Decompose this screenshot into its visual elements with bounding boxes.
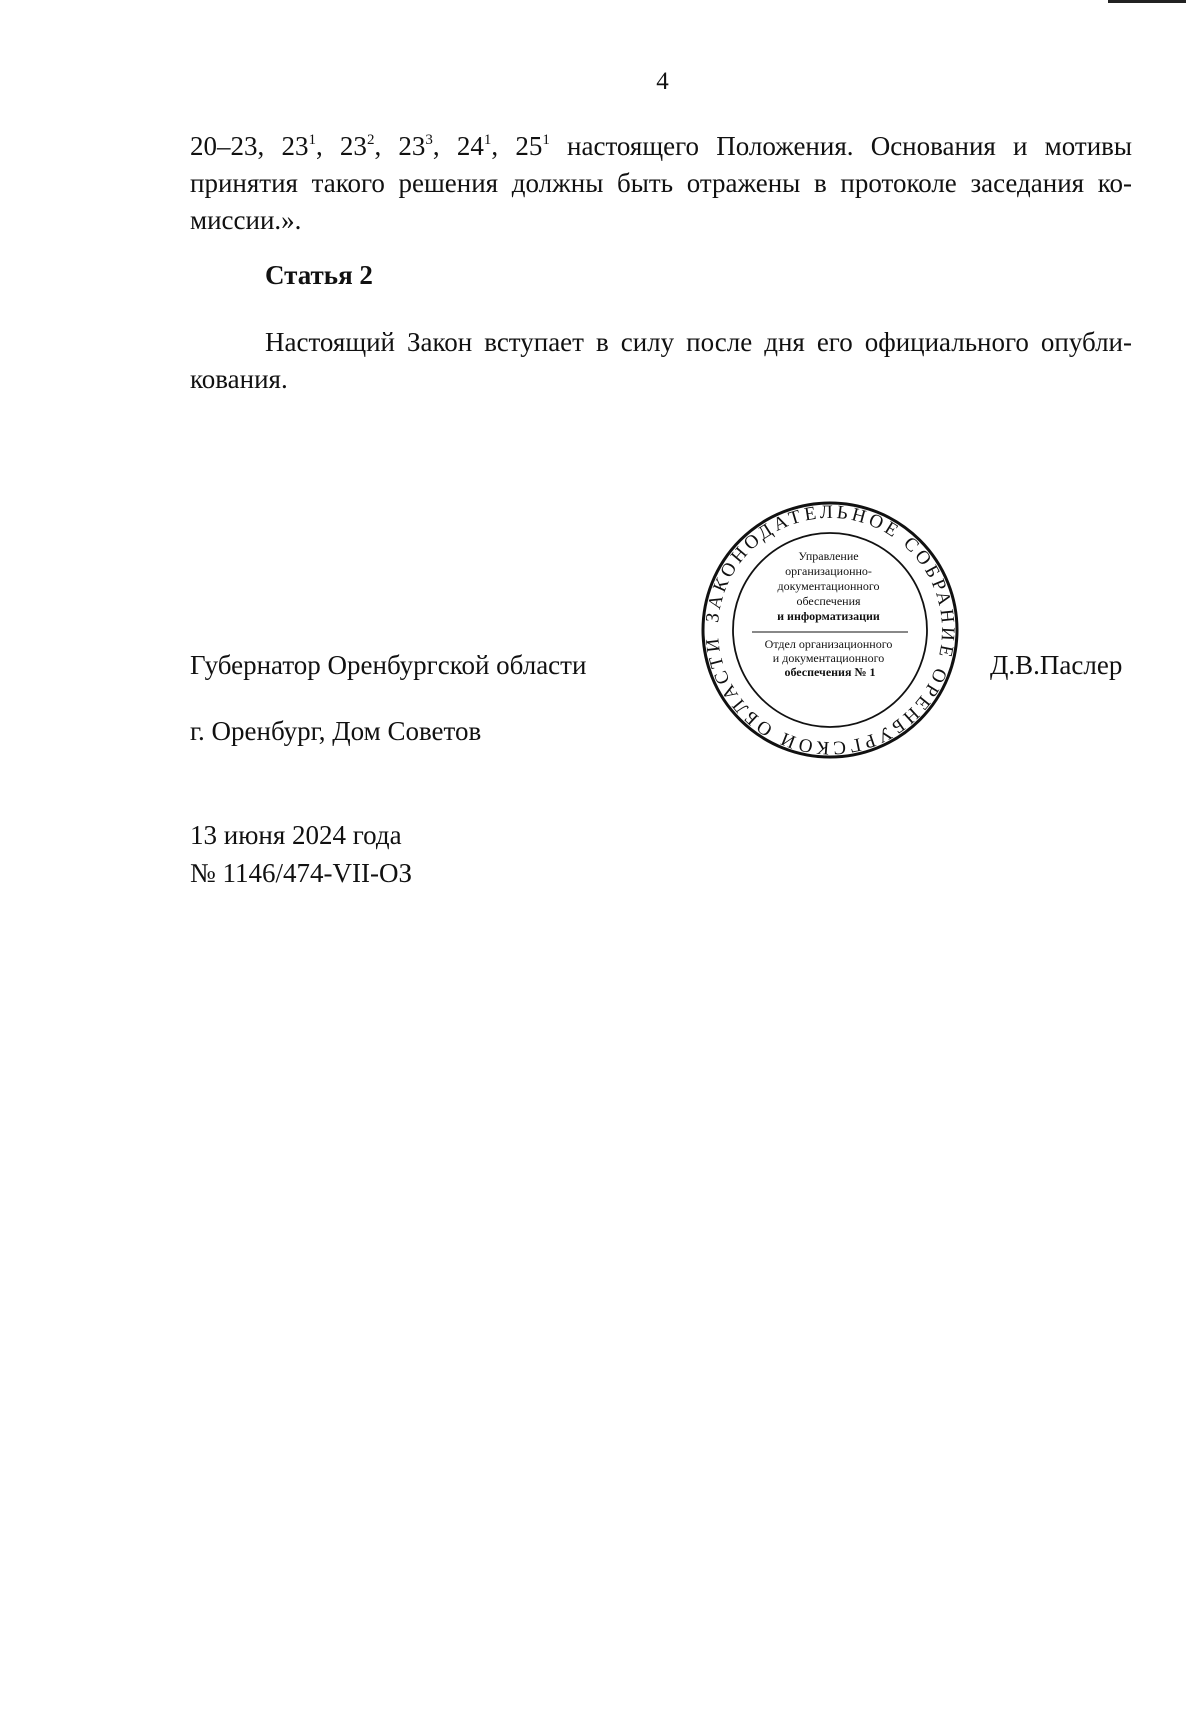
scan-edge-mark: [1108, 0, 1186, 3]
law-number: № 1146/474-VII-ОЗ: [190, 858, 412, 888]
signatory-position: Губернатор Оренбургской области: [190, 650, 587, 680]
paragraph-continuation: [190, 128, 1132, 239]
stamp-inner-text: Управление организационно- документационного обеспечения и информатизации Отдел организационного и документационного обеспечения № 1: [764, 549, 893, 679]
article-heading: Статья 2: [265, 260, 373, 290]
page-number: 4: [656, 68, 669, 95]
paragraph-line: кования.: [190, 364, 288, 394]
paragraph-line: 20–23, $23^1$, $23^2$, $23^3$, $24^1$, $25^1$ настоящего Положения. Основания и мотивы: [190, 131, 1133, 161]
paragraph-line: миссии.».: [190, 205, 302, 235]
signing-place: г. Оренбург, Дом Советов: [190, 716, 482, 746]
stamp-outer-text: ЗАКОНОДАТЕЛЬНОЕ СОБРАНИЕ ОРЕНБУРГСКОЙ ОБЛАСТИ: [701, 501, 959, 759]
official-stamp: [700, 500, 960, 760]
signatory-name: Д.В.Паслер: [990, 650, 1123, 680]
paragraph-line: Настоящий Закон вступает в силу после дня его официального опубли-: [265, 327, 1132, 357]
signing-date: 13 июня 2024 года: [190, 820, 402, 850]
article-2-paragraph: [190, 324, 1132, 398]
paragraph-line: принятия такого решения должны быть отражены в протоколе заседания ко-: [190, 168, 1132, 198]
